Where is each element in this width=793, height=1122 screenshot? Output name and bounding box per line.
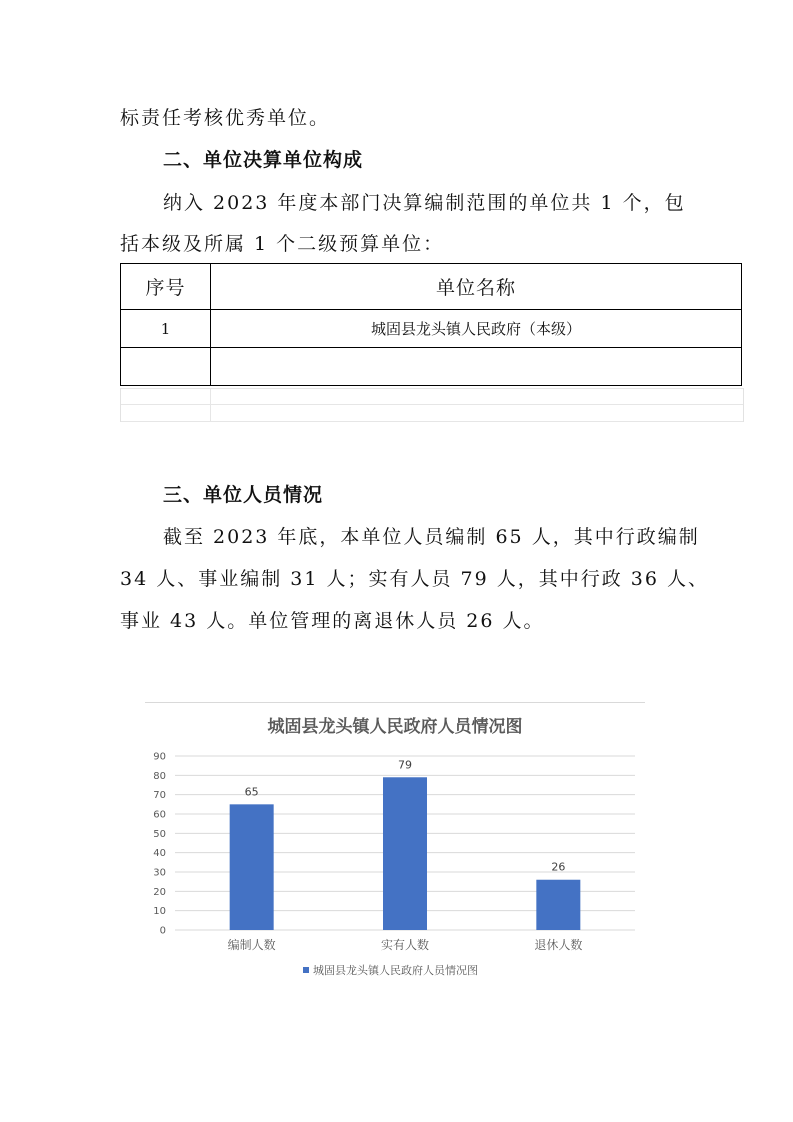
cell-index: 1 <box>121 310 211 348</box>
table-header-row <box>121 264 742 310</box>
section2-para-line1: 纳入 2023 年度本部门决算编制范围的单位共 1 个，包 <box>163 192 686 214</box>
y-tick-label: 60 <box>153 809 166 821</box>
y-tick-label: 80 <box>153 770 166 782</box>
data-label: 65 <box>244 785 259 799</box>
y-tick-label: 90 <box>153 751 166 763</box>
legend-label: 城固县龙头镇人民政府人员情况图 <box>313 964 478 977</box>
y-tick-label: 0 <box>159 925 166 937</box>
chart-legend <box>303 963 478 977</box>
intro-line: 标责任考核优秀单位。 <box>120 107 331 129</box>
bar <box>230 804 274 930</box>
section3-para-line1: 截至 2023 年底，本单位人员编制 65 人，其中行政编制 <box>163 526 700 548</box>
empty-table-rows <box>120 388 744 422</box>
y-tick-label: 40 <box>153 848 166 860</box>
x-category-label: 退休人数 <box>534 938 583 952</box>
cell-unit-name: 城固县龙头镇人民政府（本级） <box>211 310 742 348</box>
y-tick-label: 10 <box>153 906 166 918</box>
section3-para-line3: 事业 43 人。单位管理的离退休人员 26 人。 <box>120 610 545 632</box>
table-row <box>121 310 742 348</box>
section2-heading: 二、单位决算单位构成 <box>163 149 364 171</box>
section3-heading: 三、单位人员情况 <box>163 484 324 506</box>
x-category-label: 实有人数 <box>380 938 430 952</box>
section2-para-line2: 括本级及所属 1 个二级预算单位： <box>120 233 445 255</box>
bar <box>383 777 427 930</box>
data-label: 79 <box>398 758 412 772</box>
y-tick-label: 20 <box>153 886 166 898</box>
section3-para-line2: 34 人、事业编制 31 人；实有人员 79 人，其中行政 36 人、 <box>120 568 709 590</box>
y-tick-label: 70 <box>153 790 166 802</box>
header-unit-name: 单位名称 <box>211 264 742 310</box>
x-category-label: 编制人数 <box>227 938 276 952</box>
bar <box>536 880 580 930</box>
unit-table <box>120 263 742 386</box>
legend-swatch <box>303 967 309 973</box>
header-index: 序号 <box>121 264 211 310</box>
staff-chart <box>145 702 645 993</box>
table-row <box>121 348 742 386</box>
chart-title: 城固县龙头镇人民政府人员情况图 <box>267 717 523 737</box>
y-tick-label: 30 <box>153 867 166 879</box>
chart-svg <box>145 703 645 993</box>
cell-index <box>121 348 211 386</box>
y-tick-label: 50 <box>153 828 166 840</box>
cell-unit-name <box>211 348 742 386</box>
data-label: 26 <box>551 860 566 874</box>
